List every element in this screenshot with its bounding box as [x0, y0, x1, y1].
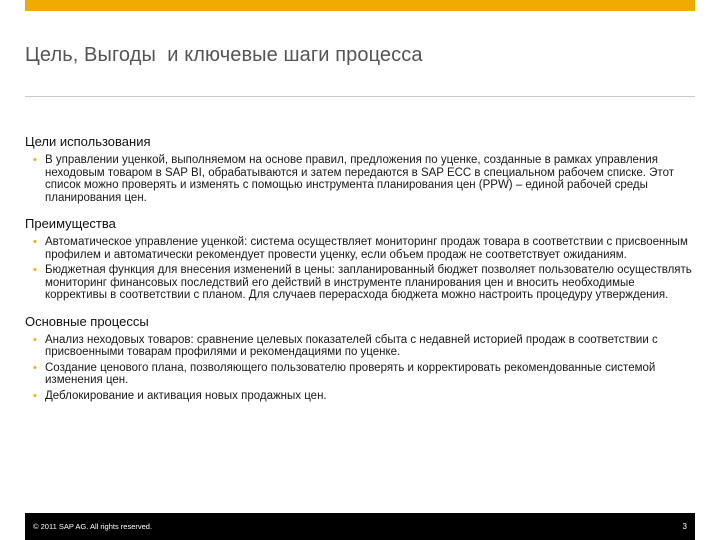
slide-title: Цель, Выгоды и ключевые шаги процесса: [25, 44, 423, 66]
bullet-icon: •: [33, 361, 37, 374]
bullet-text: Автоматическое управление уценкой: система осуществляет мониторинг продаж товара в соответствии с присвоенным профилем и автоматически рекомендует провести уценку, если объем продаж не соответствует ожиданиям.: [45, 236, 688, 261]
list-item: [25, 154, 695, 204]
top-accent-bar: [25, 0, 695, 11]
bullet-icon: •: [33, 154, 37, 166]
slide-content: [25, 134, 695, 414]
bullet-icon: •: [33, 333, 37, 346]
bullet-icon: •: [33, 264, 37, 276]
section-heading: Преимущества: [25, 216, 116, 231]
section-processes: [25, 314, 695, 403]
list-item: [25, 362, 695, 387]
bullet-list: [25, 236, 695, 302]
copyright-notice: © 2011 SAP AG. All rights reserved.: [33, 522, 153, 531]
title-divider: [25, 96, 695, 97]
bullet-text: В управлении уценкой, выполняемом на основе правил, предложения по уценке, созданные в рамках управления неходовым товаром в SAP BI, обрабатываются и затем передаются в SAP ECC в специальном рабочем списке. Этот список можно проверять и изменять с помощью инструмента планирования цен (PPW) – единой рабочей среды планирования цен.: [45, 154, 674, 204]
bullet-text: Анализ неходовых товаров: сравнение целевых показателей сбыта с недавней историей продаж в соответствии с присвоенными товарам профилями и рекомендациями по уценке.: [45, 333, 658, 358]
list-item: [25, 236, 695, 261]
page-number: 3: [682, 522, 687, 531]
bullet-text: Бюджетная функция для внесения изменений в цены: запланированный бюджет позволяет пользователю осуществлять мониторинг финансовых последствий его действий в инструменте планирования цен и вносить необходимые коррективы в соответствии с планом. Для случаев перерасхода бюджета можно настроить процедуру утверждения.: [45, 264, 692, 301]
section-benefits: [25, 216, 695, 302]
section-heading: Цели использования: [25, 134, 151, 149]
bullet-icon: •: [33, 236, 37, 248]
footer-bar: [25, 513, 695, 540]
bullet-list: [25, 154, 695, 204]
bullet-text: Деблокирование и активация новых продажных цен.: [45, 389, 327, 402]
section-goals: [25, 134, 695, 204]
bullet-icon: •: [33, 389, 37, 402]
list-item: [25, 390, 695, 403]
section-heading: Основные процессы: [25, 313, 149, 329]
list-item: [25, 334, 695, 359]
bullet-text: Создание ценового плана, позволяющего пользователю проверять и корректировать рекомендованные системой изменения цен.: [45, 361, 656, 386]
list-item: [25, 264, 695, 302]
bullet-list: [25, 334, 695, 403]
